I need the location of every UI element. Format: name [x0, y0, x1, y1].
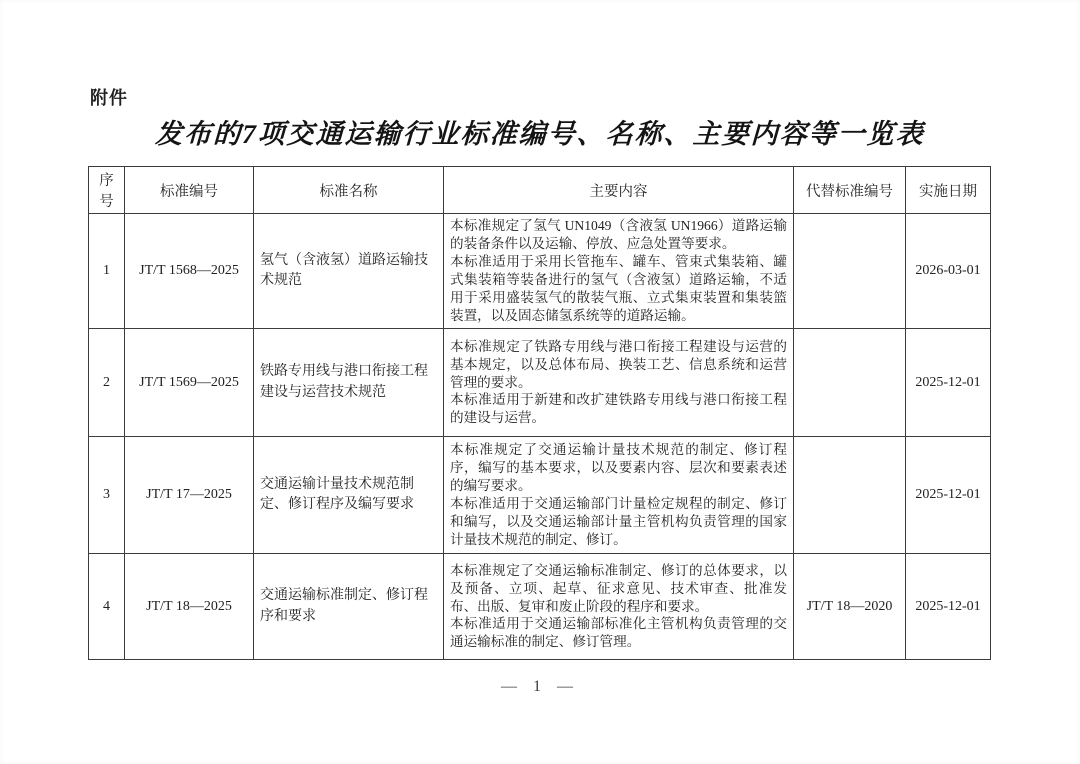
row-seq: 4 — [89, 554, 125, 660]
row-standard-name: 交通运输标准制定、修订程序和要求 — [254, 554, 444, 660]
row-standard-name: 氢气（含液氢）道路运输技术规范 — [254, 214, 444, 329]
content-paragraph: 本标准适用于新建和改扩建铁路专用线与港口衔接工程的建设与运营。 — [450, 392, 787, 426]
attachment-label: 附件 — [90, 88, 128, 108]
row-main-content — [444, 554, 794, 660]
row-standard-code: JT/T 1569—2025 — [125, 329, 254, 437]
content-paragraph: 本标准规定了铁路专用线与港口衔接工程建设与运营的基本规定，以及总体布局、换装工艺、信息系统和运营管理的要求。 — [450, 338, 787, 390]
row-standard-code: JT/T 17—2025 — [125, 437, 254, 554]
row-seq: 1 — [89, 214, 125, 329]
row-replaced-code — [794, 437, 906, 554]
row-standard-code: JT/T 1568—2025 — [125, 214, 254, 329]
row-replaced-code — [794, 214, 906, 329]
row-seq: 2 — [89, 329, 125, 437]
content-paragraph: 本标准规定了交通运输标准制定、修订的总体要求，以及预备、立项、起草、征求意见、技术审查、批准发布、出版、复审和废止阶段的程序和要求。 — [450, 562, 787, 614]
page-number: — 1 — — [501, 678, 579, 695]
content-paragraph: 本标准规定了交通运输计量技术规范的制定、修订程序，编写的基本要求，以及要素内容、层次和要素表述的编写要求。 — [450, 442, 787, 494]
row-replaced-code — [794, 329, 906, 437]
page-title: 发布的7项交通运输行业标准编号、名称、主要内容等一览表 — [154, 119, 926, 149]
col-header-replaces: 代替标准编号 — [794, 167, 906, 214]
row-standard-name: 交通运输计量技术规范制定、修订程序及编写要求 — [254, 437, 444, 554]
content-paragraph: 本标准规定了氢气 UN1049（含液氢 UN1966）道路运输的装备条件以及运输、停放、应急处置等要求。 — [450, 218, 787, 252]
content-paragraph: 本标准适用于采用长管拖车、罐车、管束式集装箱、罐式集装箱等装备进行的氢气（含液氢）道路运输，不适用于采用盛装氢气的散装气瓶、立式集束装置和集装篮装置，以及固态储氢系统等的道路运输。 — [450, 254, 787, 323]
table-row — [89, 554, 991, 660]
row-implementation-date: 2026-03-01 — [906, 214, 991, 329]
table-row — [89, 329, 991, 437]
row-main-content — [444, 329, 794, 437]
standards-table — [88, 166, 991, 660]
row-seq: 3 — [89, 437, 125, 554]
col-header-seq: 序号 — [89, 167, 125, 214]
row-standard-name: 铁路专用线与港口衔接工程建设与运营技术规范 — [254, 329, 444, 437]
table-header-row — [89, 167, 991, 214]
row-implementation-date: 2025-12-01 — [906, 554, 991, 660]
table-row — [89, 214, 991, 329]
content-paragraph: 本标准适用于交通运输部门计量检定规程的制定、修订和编写，以及交通运输部计量主管机构负责管理的国家计量技术规范的制定、修订。 — [450, 496, 787, 547]
row-implementation-date: 2025-12-01 — [906, 329, 991, 437]
table-row — [89, 437, 991, 554]
row-implementation-date: 2025-12-01 — [906, 437, 991, 554]
col-header-date: 实施日期 — [906, 167, 991, 214]
row-standard-code: JT/T 18—2025 — [125, 554, 254, 660]
col-header-code: 标准编号 — [125, 167, 254, 214]
content-paragraph: 本标准适用于交通运输部标准化主管机构负责管理的交通运输标准的制定、修订管理。 — [450, 616, 787, 650]
col-header-name: 标准名称 — [254, 167, 444, 214]
row-main-content — [444, 437, 794, 554]
row-replaced-code: JT/T 18—2020 — [794, 554, 906, 660]
row-main-content — [444, 214, 794, 329]
col-header-content: 主要内容 — [444, 167, 794, 214]
